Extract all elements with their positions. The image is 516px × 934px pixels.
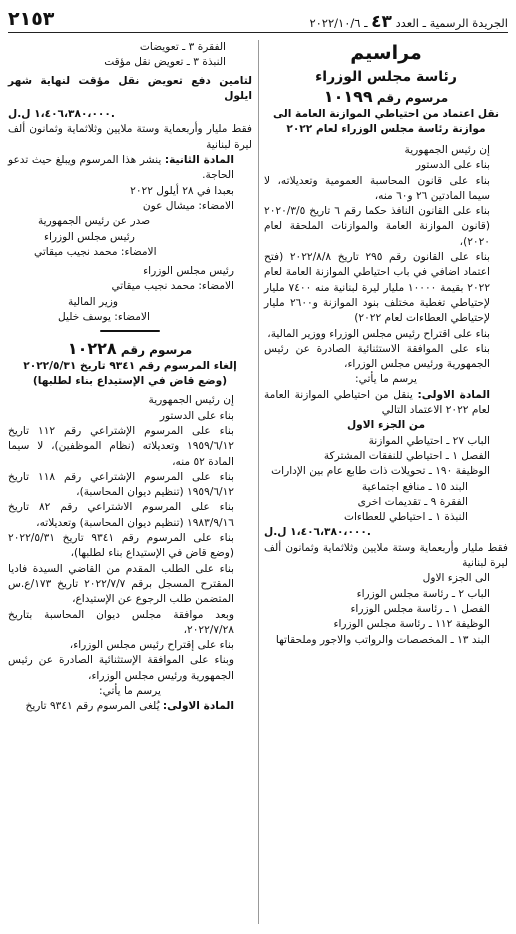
signature: الامضاء: محمد نجيب ميقاتي	[34, 245, 157, 258]
journal-name: الجريدة الرسمية ـ العدد	[395, 16, 508, 30]
article-text: ينشر هذا المرسوم ويبلغ حيث تدعو الحاجة.	[8, 154, 234, 182]
budget-item: النبذة ٣ ـ تعويض نقل مؤقت	[104, 56, 226, 69]
purpose: لتامين دفع تعويض نقل مؤقت لنهاية شهر ايلول	[8, 74, 252, 102]
page-number: ٢١٥٣	[8, 8, 55, 30]
paragraph: وبناء على الموافقة الإستثنائية الصادرة عن رئيس الجمهورية ورئيس مجلس الوزراء،	[8, 654, 234, 682]
paragraph: بناء على الموافقة الاستثنائية الصادرة عن رئيس الجمهورية ورئيس مجلس الوزراء،	[264, 342, 490, 371]
paragraph: إن رئيس الجمهورية	[404, 144, 490, 156]
paragraph: وبعد موافقة مجلس ديوان المحاسبة بتاريخ ٢٠٢٢/٧/٢٨،	[8, 608, 234, 636]
paragraph: إن رئيس الجمهورية	[148, 394, 234, 407]
decree-subject: نقل اعتماد من احتياطي الموازنة العامة الى موازنة رئاسة مجلس الوزراء لعام ٢٠٢٢	[273, 108, 499, 135]
issue-date: ـ ٢٠٢٢/١٠/٦	[309, 16, 368, 30]
page-header	[8, 6, 508, 33]
article-text: ينقل من احتياطي الموازنة العامة لعام ٢٠٢٢ الاعتماد التالي	[264, 388, 490, 417]
budget-item: النبذة ١ ـ احتياطي للعطاءات	[344, 511, 468, 524]
amount-in-words: فقط مليار وأربعماية وستة ملايين وثلاثماية وثمانون ألف ليرة لبنانية	[8, 123, 252, 151]
decree-number: ١٠١٩٩	[323, 87, 373, 106]
issued-by: صدر عن رئيس الجمهورية	[38, 215, 151, 228]
separator-ornament	[100, 330, 160, 332]
article-label: المادة الثانية:	[164, 154, 235, 167]
amount: ١،٤٠٦،٣٨٠،٠٠٠ ل.ل.	[264, 526, 371, 539]
signature: الامضاء: يوسف خليل	[58, 311, 150, 324]
paragraph: بناء على الدستور	[159, 409, 234, 422]
paragraph: بناء على إقتراح رئيس مجلس الوزراء،	[69, 639, 234, 652]
from-part-heading: من الجزء الاول	[346, 419, 425, 432]
paragraph: بناء على القانون رقم ٢٩٥ تاريخ ٢٠٢٢/٨/٨ (فتح اعتماد اضافي في باب احتياطي الموازنة العامة لعام ٢٠٢٢ بقيمة ١٠٠٠٠ مليار ليرة لبنانية منه ٧٤٠٠ مليار لإحتياطي تغطية مختلف بنود الموازنة و٢٦٠٠ مليار لإحتياطي العطاءات لعام ٢٠٢٢)	[264, 251, 491, 325]
budget-item: الباب ٢ ـ رئاسة مجلس الوزراء	[356, 587, 490, 600]
paragraph: بناء على اقتراح رئيس مجلس الوزراء ووزير المالية،	[267, 327, 490, 340]
budget-item: الفصل ١ ـ احتياطي للنفقات المشتركة	[323, 449, 490, 462]
section-title: مراسيم	[350, 42, 422, 64]
issue-number: ٤٣	[371, 12, 392, 32]
decree-clause: يرسم ما يأتي:	[99, 684, 161, 697]
presidency-heading: رئاسة مجلس الوزراء	[315, 69, 457, 85]
decree-label: مرسوم رقم	[376, 91, 449, 105]
to-part-heading: الى الجزء الاول	[422, 572, 490, 585]
amount-in-words: فقط مليار وأربعماية وستة ملايين وثلاثماية وثمانون ألف ليرة لبنانية	[264, 541, 508, 570]
signatory-title: رئيس مجلس الوزراء	[143, 265, 234, 278]
paragraph: بناء على قانون المحاسبة العمومية وتعديلاته، لا سيما المادتين ٢٦ و٦٠ منه،	[264, 174, 490, 202]
budget-item: البند ١٥ ـ منافع اجتماعية	[361, 480, 468, 493]
budget-item: الوظيفة ١١٢ ـ رئاسة مجلس الوزراء	[333, 618, 490, 631]
paragraph: بناء على المرسوم الإشتراعي رقم ١١٨ تاريخ ١٩٥٩/٦/١٢ (تنظيم ديوان المحاسبة)،	[8, 470, 234, 499]
budget-item: الوظيفة ١٩٠ ـ تحويلات ذات طابع عام بين الإدارات	[271, 465, 490, 478]
date-line: بعبدا في ٢٨ أيلول ٢٠٢٢	[130, 184, 234, 197]
column-divider	[258, 40, 259, 924]
left-column	[8, 40, 252, 715]
amount: ١،٤٠٦،٣٨٠،٠٠٠ ل.ل.	[8, 108, 115, 121]
signatory-title: وزير المالية	[68, 295, 119, 308]
article-text: يُلغى المرسوم رقم ٩٣٤١ تاريخ	[25, 700, 160, 713]
decree-heading	[264, 88, 508, 107]
budget-item: الفقرة ٩ ـ تقديمات اخرى	[357, 495, 468, 508]
paragraph: بناء على الدستور	[415, 159, 490, 172]
decree-number: ١٠٢٢٨	[67, 339, 117, 359]
article-one	[8, 699, 252, 714]
budget-item: الفصل ١ ـ رئاسة مجلس الوزراء	[350, 602, 490, 615]
signature: الامضاء: ميشال عون	[142, 199, 234, 212]
signatory-title: رئيس مجلس الوزراء	[44, 230, 135, 243]
paragraph: بناء على المرسوم الاشتراعي رقم ٨٢ تاريخ ١٩٨٣/٩/١٦ (تنظيم ديوان المحاسبة) وتعديلاته،	[8, 501, 234, 529]
decree-clause: يرسم ما يأتي:	[355, 373, 417, 386]
decree-label: مرسوم رقم	[120, 343, 193, 358]
decree-subject: إلغاء المرسوم رقم ٩٣٤١ تاريخ ٢٠٢٢/٥/٣١	[23, 360, 237, 373]
paragraph: بناء على المرسوم رقم ٩٣٤١ تاريخ ٢٠٢٢/٥/٣١ (وضع قاض في الإستيداع بناء لطلبها)،	[8, 532, 234, 560]
article-label: المادة الاولى:	[417, 388, 490, 401]
paragraph: بناء على القانون النافذ حكما رقم ٦ تاريخ ٢٠٢٠/٣/٥ (قانون الموازنة العامة والموازنات الملحقة لعام ٢٠٢٠)،	[264, 205, 490, 248]
paragraph: بناء على المرسوم الإشتراعي رقم ١١٢ تاريخ ١٩٥٩/٦/١٢ وتعديلاته (نظام الموظفين)، لا سيما المادة ٥٢ منه،	[8, 424, 234, 468]
signature: الامضاء: محمد نجيب ميقاتي	[111, 280, 234, 293]
decree-subject: (وضع قاض في الإستيداع بناء لطلبها)	[32, 375, 228, 388]
right-column	[264, 40, 508, 648]
paragraph: بناء على الطلب المقدم من القاضي السيدة فاديا المقترح المسجل برقم ٢٠٢٢/٧/٧ تاريخ ١٧٣/ع.س المتضمن طلب الرجوع عن الإستيداع،	[8, 562, 234, 606]
article-label: المادة الاولى:	[162, 700, 234, 713]
header-journal-info	[309, 12, 508, 32]
decree-heading	[8, 340, 252, 359]
article-one	[264, 388, 508, 419]
article-two	[8, 153, 252, 184]
budget-item: الفقرة ٣ ـ تعويضات	[139, 41, 226, 53]
budget-item: الباب ٢٧ ـ احتياطي الموازنة	[368, 434, 490, 447]
budget-item: البند ١٣ ـ المخصصات والرواتب والاجور وملحقاتها	[275, 633, 490, 646]
